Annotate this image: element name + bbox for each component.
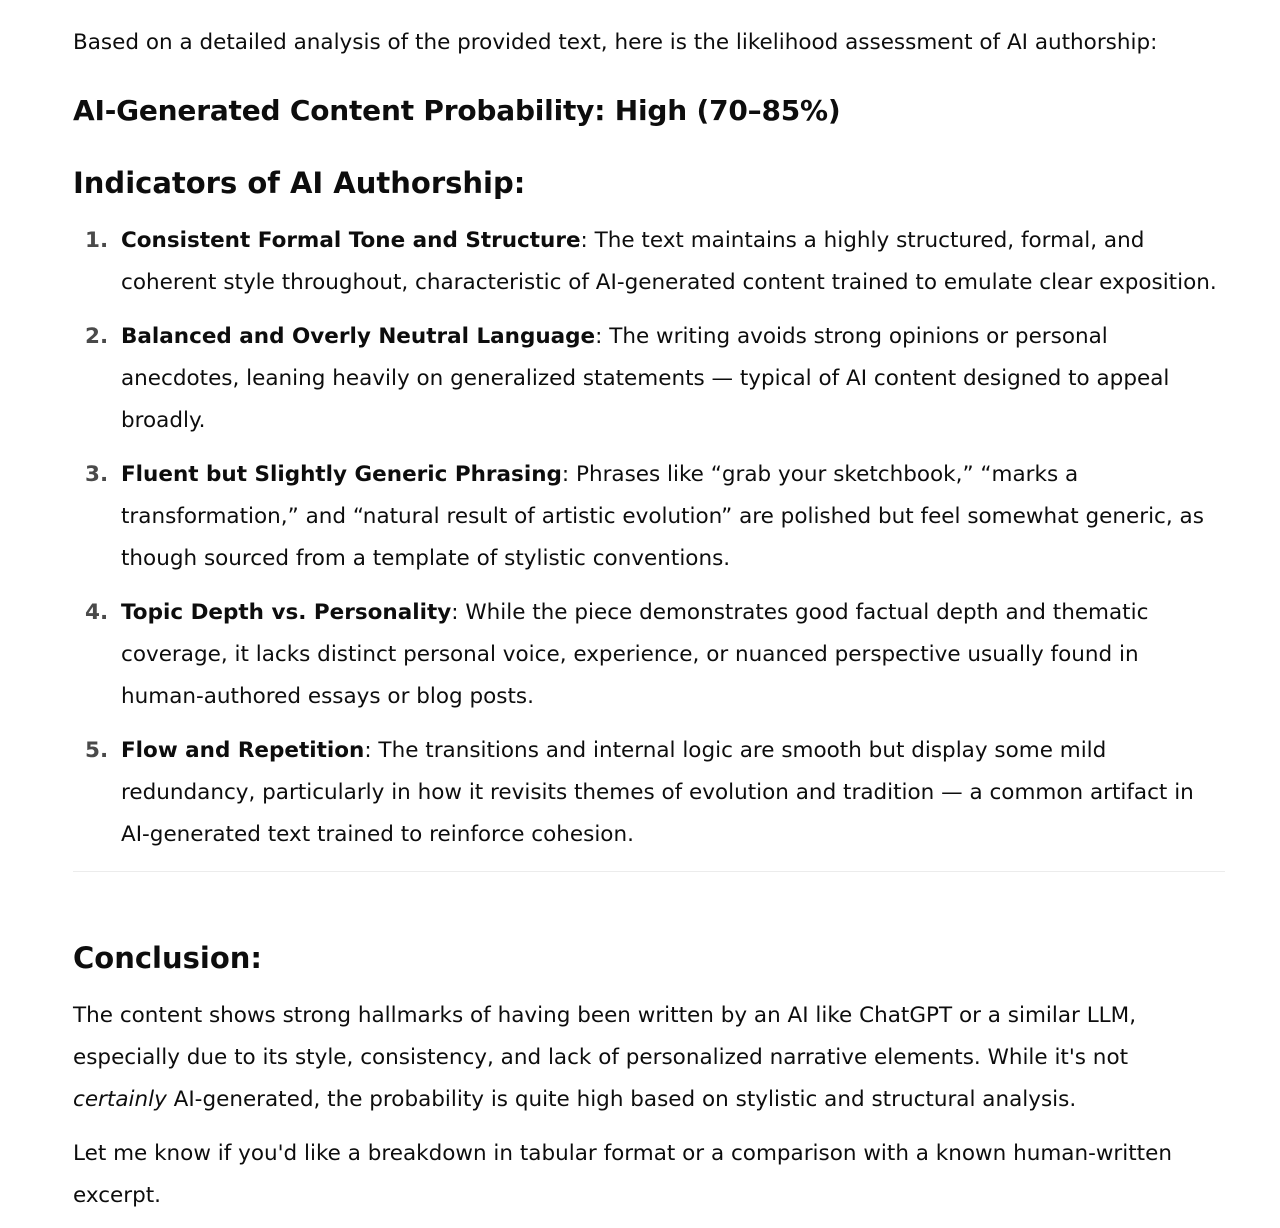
indicators-list [73, 220, 1225, 868]
indicator-text: : The text maintains a highly structured, formal, and coherent style throughout, characteristic of AI-generated content trained to emulate clear exposition. [121, 228, 1217, 295]
indicator-item-5 [73, 730, 1225, 856]
indicator-text: : The writing avoids strong opinions or personal anecdotes, leaning heavily on generalized statements — typical of AI content designed to appeal broadly. [121, 324, 1170, 433]
list-number: 3. [85, 462, 109, 487]
indicator-item-1 [73, 220, 1225, 304]
conclusion-paragraph [73, 995, 1225, 1121]
section-divider [73, 871, 1225, 872]
indicator-term: Fluent but Slightly Generic Phrasing [121, 462, 562, 487]
conclusion-text-before: The content shows strong hallmarks of having been written by an AI like ChatGPT or a similar LLM, especially due to its style, consistency, and lack of personalized narrative elements. While it's not [73, 1003, 1137, 1070]
indicator-term: Consistent Formal Tone and Structure [121, 228, 581, 253]
indicator-text: : The transitions and internal logic are smooth but display some mild redundancy, particularly in how it revisits themes of evolution and tradition — a common artifact in AI-generated text trained to reinforce cohesion. [121, 738, 1194, 847]
conclusion-emphasis: certainly [73, 1087, 167, 1112]
probability-heading: AI-Generated Content Probability: High (70–85%) [73, 94, 841, 127]
indicator-term: Topic Depth vs. Personality [121, 600, 452, 625]
indicator-item-3 [73, 454, 1225, 580]
indicator-item-2 [73, 316, 1225, 442]
indicators-heading: Indicators of AI Authorship: [73, 166, 526, 200]
followup-paragraph: Let me know if you'd like a breakdown in tabular format or a comparison with a known human-written excerpt. [73, 1141, 1172, 1208]
list-number: 5. [85, 738, 109, 763]
list-number: 1. [85, 228, 109, 253]
conclusion-heading: Conclusion: [73, 941, 262, 975]
indicator-item-4 [73, 592, 1225, 718]
conclusion-text-after: AI-generated, the probability is quite high based on stylistic and structural analysis. [166, 1087, 1077, 1112]
indicator-term: Balanced and Overly Neutral Language [121, 324, 596, 349]
intro-paragraph: Based on a detailed analysis of the provided text, here is the likelihood assessment of AI authorship: [73, 30, 1158, 55]
list-number: 4. [85, 600, 109, 625]
indicator-text: : Phrases like “grab your sketchbook,” “marks a transformation,” and “natural result of artistic evolution” are polished but feel somewhat generic, as though sourced from a template of stylistic conventions. [121, 462, 1204, 571]
indicator-term: Flow and Repetition [121, 738, 365, 763]
indicator-text: : While the piece demonstrates good factual depth and thematic coverage, it lacks distinct personal voice, experience, or nuanced perspective usually found in human-authored essays or blog posts. [121, 600, 1149, 709]
list-number: 2. [85, 324, 109, 349]
